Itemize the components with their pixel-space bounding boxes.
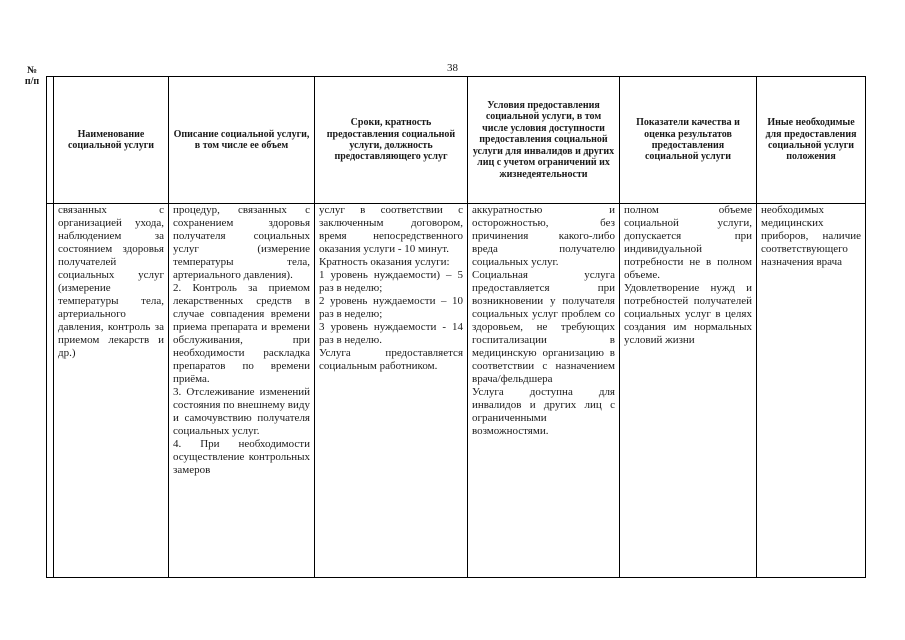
cell-number (47, 204, 54, 578)
header-conditions: Условия предоставления социальной услуги, в том числе условия доступности предоставления социальной услуги для инвалидов и других лиц с учетом ограничений их жизнедеятельности (468, 77, 620, 204)
header-number (24, 65, 54, 204)
other-text: необходимых медицинских приборов, наличие соответствующего назначения врача (761, 204, 861, 268)
header-number-label: № п/п (24, 65, 40, 88)
cell-service-description (169, 204, 315, 578)
cell-other (757, 204, 866, 578)
description-paragraph: процедур, связанных с сохранением здоровья получателя социальных услуг (измерение температуры тела, артериального давления). (173, 204, 310, 281)
header-quality: Показатели качества и оценка результатов предоставления социальной услуги (620, 77, 757, 204)
quality-paragraph: Удовлетворение нужд и потребностей получателей социальных услуг в целях создания им нормальных условий жизни (624, 282, 752, 346)
terms-paragraph: Кратность оказания услуги: (319, 256, 450, 268)
terms-paragraph: Услуга предоставляется социальным работником. (319, 347, 463, 372)
conditions-paragraph: аккуратностью и осторожностью, без причинения какого-либо вреда получателю социальных услуг. (472, 204, 615, 268)
conditions-paragraph: Социальная услуга предоставляется при возникновении у получателя социальных услуг проблем со здоровьем, не требующих госпитализации в медицинскую организацию в соответствии с назначением врача/фельдшера (472, 269, 615, 385)
header-service-name: Наименование социальной услуги (54, 77, 169, 204)
conditions-paragraph: Услуга доступна для инвалидов и других лиц с ограниченными возможностями. (472, 386, 615, 437)
cell-terms (315, 204, 468, 578)
description-paragraph: 2. Контроль за приемом лекарственных средств в случае совпадения времени приема препарата и времени обслуживания, при необходимости раскладка препаратов по времени приёма. (173, 282, 310, 385)
service-name-text: связанных с организацией ухода, наблюдением за состоянием здоровья получателей социальных услуг (измерение температуры тела, артериального давления, контроль за приемом лекарств и др.) (58, 204, 164, 359)
terms-paragraph: 2 уровень нуждаемости – 10 раз в неделю; (319, 295, 463, 320)
table-header-row (47, 77, 866, 204)
header-other: Иные необходимые для предоставления социальной услуги положения (757, 77, 866, 204)
terms-paragraph: услуг в соответствии с заключенным договором, время непосредственного оказания услуги - 10 минут. (319, 204, 463, 255)
cell-conditions (468, 204, 620, 578)
terms-paragraph: 3 уровень нуждаемости - 14 раз в неделю. (319, 321, 463, 346)
description-paragraph: 4. При необходимости осуществление контрольных замеров (173, 438, 310, 476)
header-service-description: Описание социальной услуги, в том числе ее объем (169, 77, 315, 204)
quality-paragraph: полном объеме социальной услуги, допускается при индивидуальной потребности не в полном объеме. (624, 204, 752, 281)
table-row (47, 204, 866, 578)
description-paragraph: 3. Отслеживание изменений состояния по внешнему виду и самочувствию получателя социальных услуг. (173, 386, 310, 437)
header-terms: Сроки, кратность предоставления социальной услуги, должность предоставляющего услуг (315, 77, 468, 204)
cell-service-name (54, 204, 169, 578)
cell-quality (620, 204, 757, 578)
page-number: 38 (447, 62, 458, 74)
terms-paragraph: 1 уровень нуждаемости) – 5 раз в неделю; (319, 269, 463, 294)
